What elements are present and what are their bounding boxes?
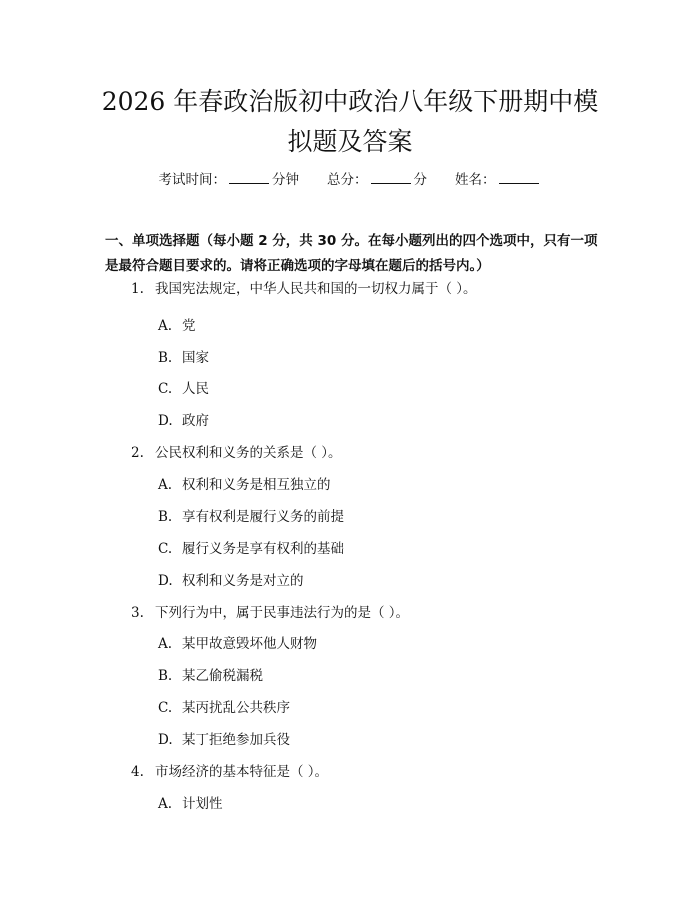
option-text: 某丁拒绝参加兵役 <box>182 732 290 748</box>
student-name-blank <box>499 172 539 184</box>
question-text: 下列行为中，属于民事违法行为的是（ ）。 <box>155 605 410 621</box>
total-score-label: 总分： <box>327 172 368 188</box>
total-score <box>327 168 427 188</box>
option-letter: D. <box>158 413 173 429</box>
option-text: 某乙偷税漏税 <box>182 668 263 684</box>
section-heading-line-1: 一、单项选择题（每小题 2 分，共 30 分。在每小题列出的四个选项中，只有一项 <box>105 233 598 249</box>
option-text: 政府 <box>182 413 209 429</box>
question-4-option-a <box>158 792 223 812</box>
exam-time-unit: 分钟 <box>272 172 299 188</box>
document-title <box>60 82 640 162</box>
question-3-option-a <box>158 632 317 652</box>
option-letter: B. <box>158 668 173 684</box>
option-letter: A. <box>158 636 173 652</box>
option-letter: A. <box>158 477 173 493</box>
exam-time <box>159 168 300 188</box>
question-number: 3. <box>131 605 144 621</box>
question-text: 市场经济的基本特征是（ ）。 <box>155 764 329 780</box>
question-1-option-c <box>158 377 209 397</box>
option-letter: C. <box>158 541 173 557</box>
option-text: 权利和义务是对立的 <box>182 573 304 589</box>
option-text: 享有权利是履行义务的前提 <box>182 509 344 525</box>
option-letter: C. <box>158 700 173 716</box>
option-letter: B. <box>158 350 173 366</box>
option-text: 计划性 <box>182 796 223 812</box>
section-heading <box>105 229 600 279</box>
question-3-option-b <box>158 664 263 684</box>
question-1 <box>131 277 477 297</box>
option-letter: D. <box>158 573 173 589</box>
option-text: 党 <box>182 318 196 334</box>
question-2-option-b <box>158 505 344 525</box>
question-3-option-c <box>158 696 290 716</box>
question-number: 2. <box>131 445 144 461</box>
option-letter: A. <box>158 796 173 812</box>
option-text: 某甲故意毁坏他人财物 <box>182 636 317 652</box>
question-number: 1. <box>131 281 144 297</box>
exam-time-label: 考试时间： <box>158 172 226 188</box>
question-1-option-d <box>158 409 209 429</box>
question-number: 4. <box>131 764 144 780</box>
option-text: 人民 <box>182 381 209 397</box>
question-2 <box>131 441 342 461</box>
option-letter: C. <box>158 381 173 397</box>
question-3 <box>131 601 409 621</box>
exam-time-blank <box>229 172 269 184</box>
question-1-option-b <box>158 346 209 366</box>
student-name <box>455 168 542 188</box>
question-2-option-a <box>158 473 331 493</box>
question-2-option-c <box>158 537 344 557</box>
option-letter: A. <box>158 318 173 334</box>
question-2-option-d <box>158 569 304 589</box>
total-score-unit: 分 <box>413 172 427 188</box>
title-line-2: 拟题及答案 <box>287 127 413 156</box>
question-1-option-a <box>158 314 196 334</box>
option-letter: B. <box>158 509 173 525</box>
exam-info-line <box>0 168 700 188</box>
option-text: 某丙扰乱公共秩序 <box>182 700 290 716</box>
section-heading-line-2: 是最符合题目要求的。请将正确选项的字母填在题后的括号内。） <box>105 258 490 274</box>
question-4 <box>131 760 328 780</box>
total-score-blank <box>371 172 411 184</box>
option-text: 国家 <box>182 350 209 366</box>
title-line-1: 2026 年春政治版初中政治八年级下册期中模 <box>101 87 599 116</box>
option-text: 履行义务是享有权利的基础 <box>182 541 344 557</box>
option-letter: D. <box>158 732 173 748</box>
question-text: 公民权利和义务的关系是（ ）。 <box>155 445 342 461</box>
question-3-option-d <box>158 728 290 748</box>
student-name-label: 姓名： <box>455 172 496 188</box>
option-text: 权利和义务是相互独立的 <box>182 477 331 493</box>
question-text: 我国宪法规定，中华人民共和国的一切权力属于（ ）。 <box>155 281 477 297</box>
